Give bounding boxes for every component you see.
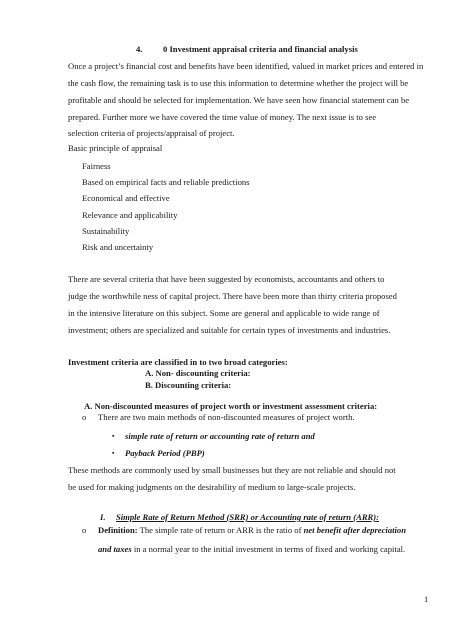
paragraph-line: Once a project’s financial cost and benefits have been identified, valued in market prices and entered in [68, 61, 424, 71]
paragraph-line: the cash flow, the remaining task is to use this information to determine whether the project will be [68, 78, 409, 88]
page-number: 1 [424, 594, 429, 604]
principle-item: Risk and uncertainty [82, 242, 154, 252]
paragraph-line: selection criteria of projects/appraisal of project. [68, 128, 235, 138]
definition-line-2 [98, 544, 405, 554]
method-text: Payback Period (PBP) [125, 448, 205, 458]
square-bullet-icon: ▪ [112, 449, 115, 457]
paragraph-line: in the intensive literature on this subject. Some are general and applicable to wide range of [68, 308, 380, 318]
principle-item: Based on empirical facts and reliable predictions [82, 177, 250, 187]
paragraph-line: profitable and should be selected for implementation. We have seen how financial statement can be [68, 95, 410, 105]
section-number: 4. [136, 44, 143, 54]
square-bullet-icon: ▪ [112, 432, 115, 440]
principles-title: Basic principle of appraisal [68, 143, 163, 153]
bullet-marker: o [82, 412, 87, 422]
category-item: A. Non- discounting criteria: [145, 368, 251, 378]
definition-label: Definition: [98, 525, 138, 535]
definition-body: in a normal year to the initial investment in terms of fixed and working capital. [131, 544, 406, 554]
paragraph-line: judge the worthwhile ness of capital project. There have been more than thirty criteria proposed [68, 291, 397, 301]
subsection-a-title: A. Non-discounted measures of project worth or investment assessment criteria: [84, 401, 378, 411]
section-title: 0 Investment appraisal criteria and financial analysis [163, 44, 358, 54]
classification-title: Investment criteria are classified in to two broad categories: [68, 357, 288, 367]
roman-numeral: I. [100, 512, 106, 522]
category-item: B. Discounting criteria: [145, 380, 232, 390]
method-text: simple rate of return or accounting rate of return and [125, 431, 315, 441]
paragraph-line: These methods are commonly used by small businesses but they are not reliable and should not [68, 465, 396, 475]
principle-item: Fairness [82, 161, 111, 171]
principle-item: Sustainability [82, 226, 130, 236]
paragraph-line: investment; others are specialized and suitable for certain types of investments and industries. [68, 325, 391, 335]
definition-text [98, 525, 406, 535]
definition-body: The simple rate of return or ARR is the ratio of [137, 525, 304, 535]
bullet-marker: o [82, 525, 87, 535]
paragraph-line: There are several criteria that have been suggested by economists, accountants and others to [68, 274, 385, 284]
principle-item: Economical and effective [82, 193, 170, 203]
paragraph-line: be used for making judgments on the desirability of medium to large-scale projects. [68, 482, 356, 492]
bullet-text: There are two main methods of non-discounted measures of project worth. [98, 412, 355, 422]
paragraph-line: prepared. Further more we have covered the time value of money. The next issue is to see [68, 112, 377, 122]
definition-emphasis: and taxes [98, 544, 132, 554]
definition-emphasis: net benefit after depreciation [303, 525, 406, 535]
principle-item: Relevance and applicability [82, 210, 178, 220]
subsection-i-title: Simple Rate of Return Method (SRR) or Accounting rate of return (ARR): [116, 512, 380, 522]
